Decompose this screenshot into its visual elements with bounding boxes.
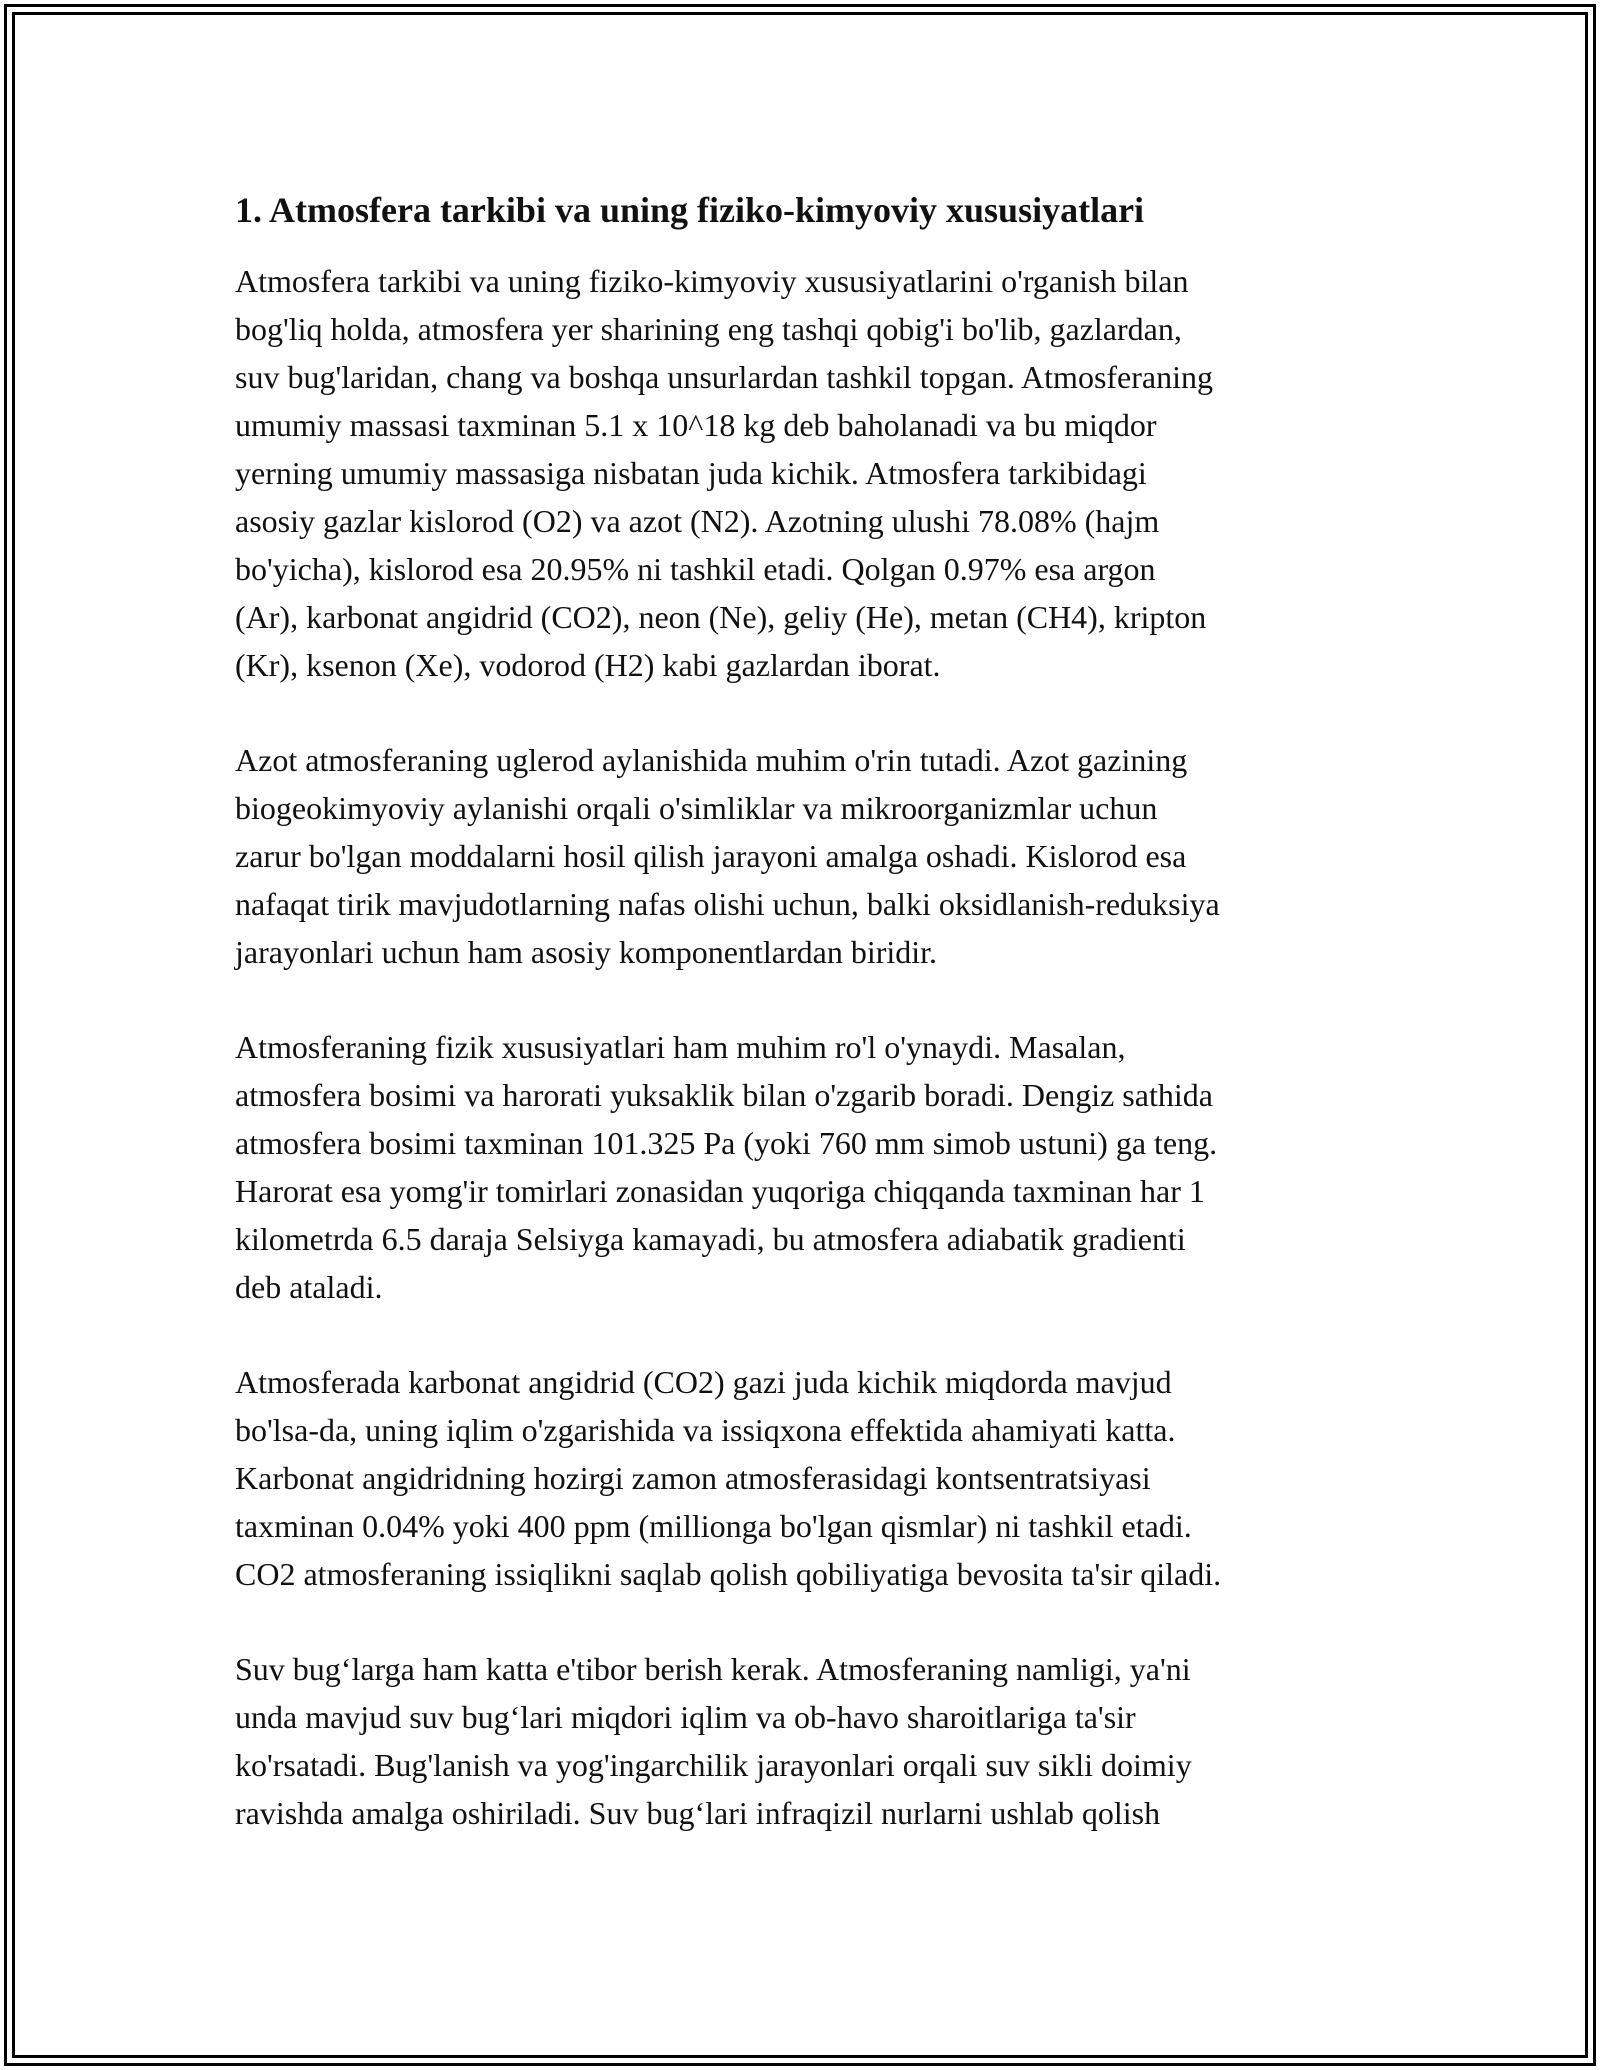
text-line: ravishda amalga oshiriladi. Suv bug‘lari infraqizil nurlarni ushlab qolish bbox=[235, 1795, 1161, 1831]
text-line: kilometrda 6.5 daraja Selsiyga kamayadi, bu atmosfera adiabatik gradienti bbox=[235, 1221, 1186, 1257]
text-line: taxminan 0.04% yoki 400 ppm (millionga bo'lgan qismlar) ni tashkil etadi. bbox=[235, 1508, 1192, 1544]
document-body bbox=[235, 185, 1385, 1884]
paragraph-carbon-dioxide bbox=[235, 1358, 1385, 1598]
paragraph-water-vapor bbox=[235, 1645, 1385, 1837]
text-line: jarayonlari uchun ham asosiy komponentlardan biridir. bbox=[235, 934, 938, 970]
text-line: Karbonat angidridning hozirgi zamon atmosferasidagi kontsentratsiyasi bbox=[235, 1460, 1151, 1496]
text-line: bo'lsa-da, uning iqlim o'zgarishida va issiqxona effektida ahamiyati katta. bbox=[235, 1412, 1176, 1448]
section-heading: 1. Atmosfera tarkibi va uning fiziko-kimyoviy xususiyatlari bbox=[235, 190, 1145, 230]
text-line: unda mavjud suv bug‘lari miqdori iqlim va ob-havo sharoitlariga ta'sir bbox=[235, 1699, 1136, 1735]
text-line: deb ataladi. bbox=[235, 1269, 383, 1305]
text-line: zarur bo'lgan moddalarni hosil qilish jarayoni amalga oshadi. Kislorod esa bbox=[235, 838, 1187, 874]
text-line: nafaqat tirik mavjudotlarning nafas olishi uchun, balki oksidlanish-reduksiya bbox=[235, 886, 1220, 922]
text-line: Atmosfera tarkibi va uning fiziko-kimyoviy xususiyatlarini o'rganish bilan bbox=[235, 263, 1189, 299]
text-line: atmosfera bosimi va harorati yuksaklik bilan o'zgarib boradi. Dengiz sathida bbox=[235, 1077, 1213, 1113]
text-line: Suv bug‘larga ham katta e'tibor berish kerak. Atmosferaning namligi, ya'ni bbox=[235, 1651, 1191, 1687]
text-line: CO2 atmosferaning issiqlikni saqlab qolish qobiliyatiga bevosita ta'sir qiladi. bbox=[235, 1556, 1222, 1592]
text-line: bo'yicha), kislorod esa 20.95% ni tashkil etadi. Qolgan 0.97% esa argon bbox=[235, 551, 1156, 587]
paragraph-nitrogen bbox=[235, 736, 1385, 976]
text-line: atmosfera bosimi taxminan 101.325 Pa (yoki 760 mm simob ustuni) ga teng. bbox=[235, 1125, 1218, 1161]
paragraph-composition bbox=[235, 257, 1385, 689]
text-line: asosiy gazlar kislorod (O2) va azot (N2). Azotning ulushi 78.08% (hajm bbox=[235, 503, 1160, 539]
paragraph-physical-properties bbox=[235, 1023, 1385, 1311]
text-line: ko'rsatadi. Bug'lanish va yog'ingarchilik jarayonlari orqali suv sikli doimiy bbox=[235, 1747, 1192, 1783]
text-line: Azot atmosferaning uglerod aylanishida muhim o'rin tutadi. Azot gazining bbox=[235, 742, 1188, 778]
text-line: umumiy massasi taxminan 5.1 x 10^18 kg deb baholanadi va bu miqdor bbox=[235, 407, 1157, 443]
text-line: Atmosferaning fizik xususiyatlari ham muhim ro'l o'ynaydi. Masalan, bbox=[235, 1029, 1126, 1065]
text-line: yerning umumiy massasiga nisbatan juda kichik. Atmosfera tarkibidagi bbox=[235, 455, 1147, 491]
text-line: Harorat esa yomg'ir tomirlari zonasidan yuqoriga chiqqanda taxminan har 1 bbox=[235, 1173, 1205, 1209]
text-line: Atmosferada karbonat angidrid (CO2) gazi juda kichik miqdorda mavjud bbox=[235, 1364, 1172, 1400]
text-line: biogeokimyoviy aylanishi orqali o'simliklar va mikroorganizmlar uchun bbox=[235, 790, 1158, 826]
text-line: bog'liq holda, atmosfera yer sharining eng tashqi qobig'i bo'lib, gazlardan, bbox=[235, 311, 1182, 347]
text-line: (Kr), ksenon (Xe), vodorod (H2) kabi gazlardan iborat. bbox=[235, 647, 941, 683]
text-line: suv bug'laridan, chang va boshqa unsurlardan tashkil topgan. Atmosferaning bbox=[235, 359, 1213, 395]
text-line: (Ar), karbonat angidrid (CO2), neon (Ne), geliy (He), metan (CH4), kripton bbox=[235, 599, 1207, 635]
